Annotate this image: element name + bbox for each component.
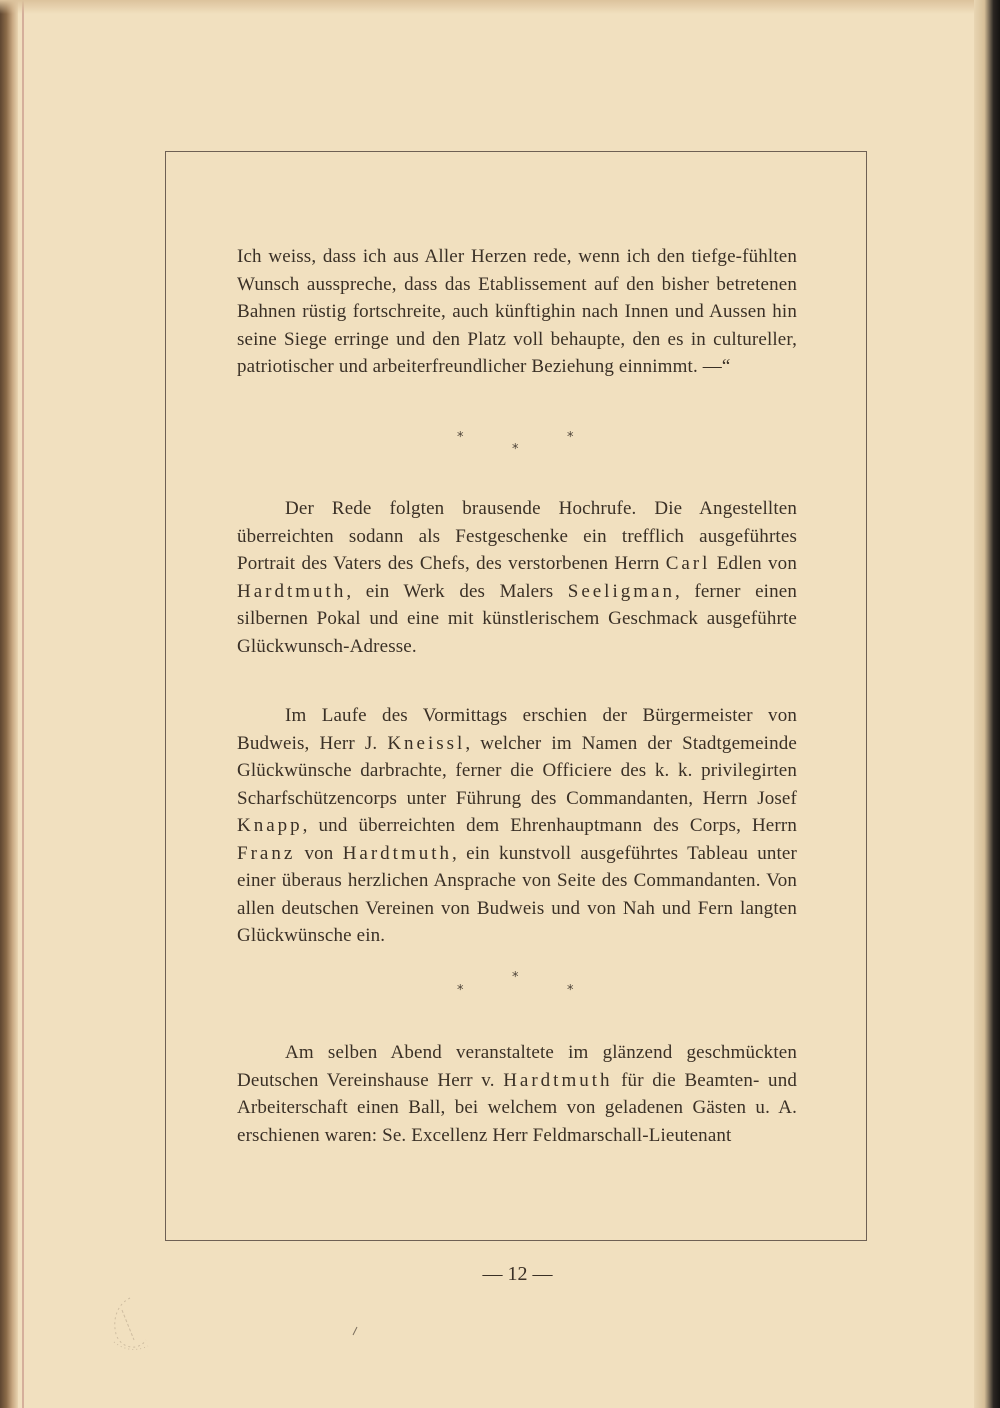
name-hardtmuth-2: Hardtmuth xyxy=(342,842,453,864)
paragraph-4-text xyxy=(237,1039,797,1149)
name-franz: Franz xyxy=(237,842,296,864)
paragraph-3-text xyxy=(237,702,797,950)
p2-text-3: , ein Werk des Malers xyxy=(346,580,568,602)
p3-text-5: , ein kunstvoll ausgeführtes Tableau unter einer überaus herzlichen Ansprache von Seite des Commandanten. Von allen deutschen Vereinen von Budweis und von Nah und Fern langten Glückwünsche ein. xyxy=(237,842,797,946)
name-carl: Carl xyxy=(665,553,711,574)
name-hardtmuth-3: Hardtmuth xyxy=(503,1069,613,1091)
page-number: — 12 — xyxy=(482,1263,553,1285)
paragraph-1-text: Ich weiss, dass ich aus Aller Herzen rede, wenn ich den tiefge-fühlten Wunsch ausspreche, dass das Etablissement auf den bisher betretenen Bahnen rüstig fortschreite, auch künftighin nach Innen und Aussen hin seine Siege erringe und den Platz voll behaupte, den es in cultureller, patriotischer und arbeiterfreundlicher Beziehung einnimmt. —“ xyxy=(237,246,797,377)
p2-text-1: Der Rede folgten brausende Hochrufe. Die Angestellten überreichten sodann als Festgeschenke ein trefflich ausgeführtes Portrait des Vaters des Chefs, des verstorbenen Herrn xyxy=(237,498,797,574)
p4-text-1: Am selben Abend veranstaltete im glänzend geschmückten Deutschen Vereinshause Herr v. xyxy=(237,1042,797,1091)
p3-text-4: von xyxy=(295,842,343,864)
paragraph-ball xyxy=(237,1039,797,1149)
page-right-edge xyxy=(974,0,1000,1408)
name-kneissl: Kneissl xyxy=(387,732,466,754)
asterism-star-3: * xyxy=(512,442,519,457)
name-hardtmuth: Hardtmuth xyxy=(237,580,347,602)
paragraph-mayor xyxy=(237,702,797,950)
p2-text-2: Edlen von xyxy=(710,553,797,574)
p2-text-4: , ferner einen silbernen Pokal und eine mit künstlerischem Geschmack ausgeführte Glückwunsch-Adresse. xyxy=(237,580,797,657)
p3-text-3: , und überreichten dem Ehrenhauptmann des Corps, Herrn xyxy=(302,815,797,836)
asterism-star-4: * xyxy=(512,970,519,985)
p4-text-2: für die Beamten- und Arbeiterschaft einen Ball, bei welchem von geladenen Gästen u. A. erschienen waren: Se. Excellenz Herr Feldmarschall-Lieutenant xyxy=(237,1069,797,1146)
name-seeligman: Seeligman xyxy=(567,580,675,602)
book-spine-shadow xyxy=(0,0,18,1408)
page-top-edge xyxy=(0,0,1000,14)
paragraph-presents xyxy=(237,495,797,660)
asterism-star-6: * xyxy=(567,983,574,998)
name-knapp: Knapp xyxy=(237,815,303,836)
p3-text-2: , welcher im Namen der Stadtgemeinde Glückwünsche darbrachte, ferner die Officiere des k. k. privilegirten Scharfschützencorps unter Führung des Commandanten, Herrn Josef xyxy=(237,732,797,809)
paragraph-continuation xyxy=(237,243,797,381)
spine-margin-line xyxy=(22,0,24,1408)
asterism-star-2: * xyxy=(567,430,574,445)
paragraph-2-text xyxy=(237,495,797,660)
p3-text-1: Im Laufe des Vormittags erschien der Bürgermeister von Budweis, Herr J. xyxy=(237,705,797,754)
pencil-mark xyxy=(352,1326,358,1336)
faded-library-stamp xyxy=(100,1290,160,1360)
asterism-star-1: * xyxy=(457,430,464,445)
asterism-star-5: * xyxy=(457,983,464,998)
